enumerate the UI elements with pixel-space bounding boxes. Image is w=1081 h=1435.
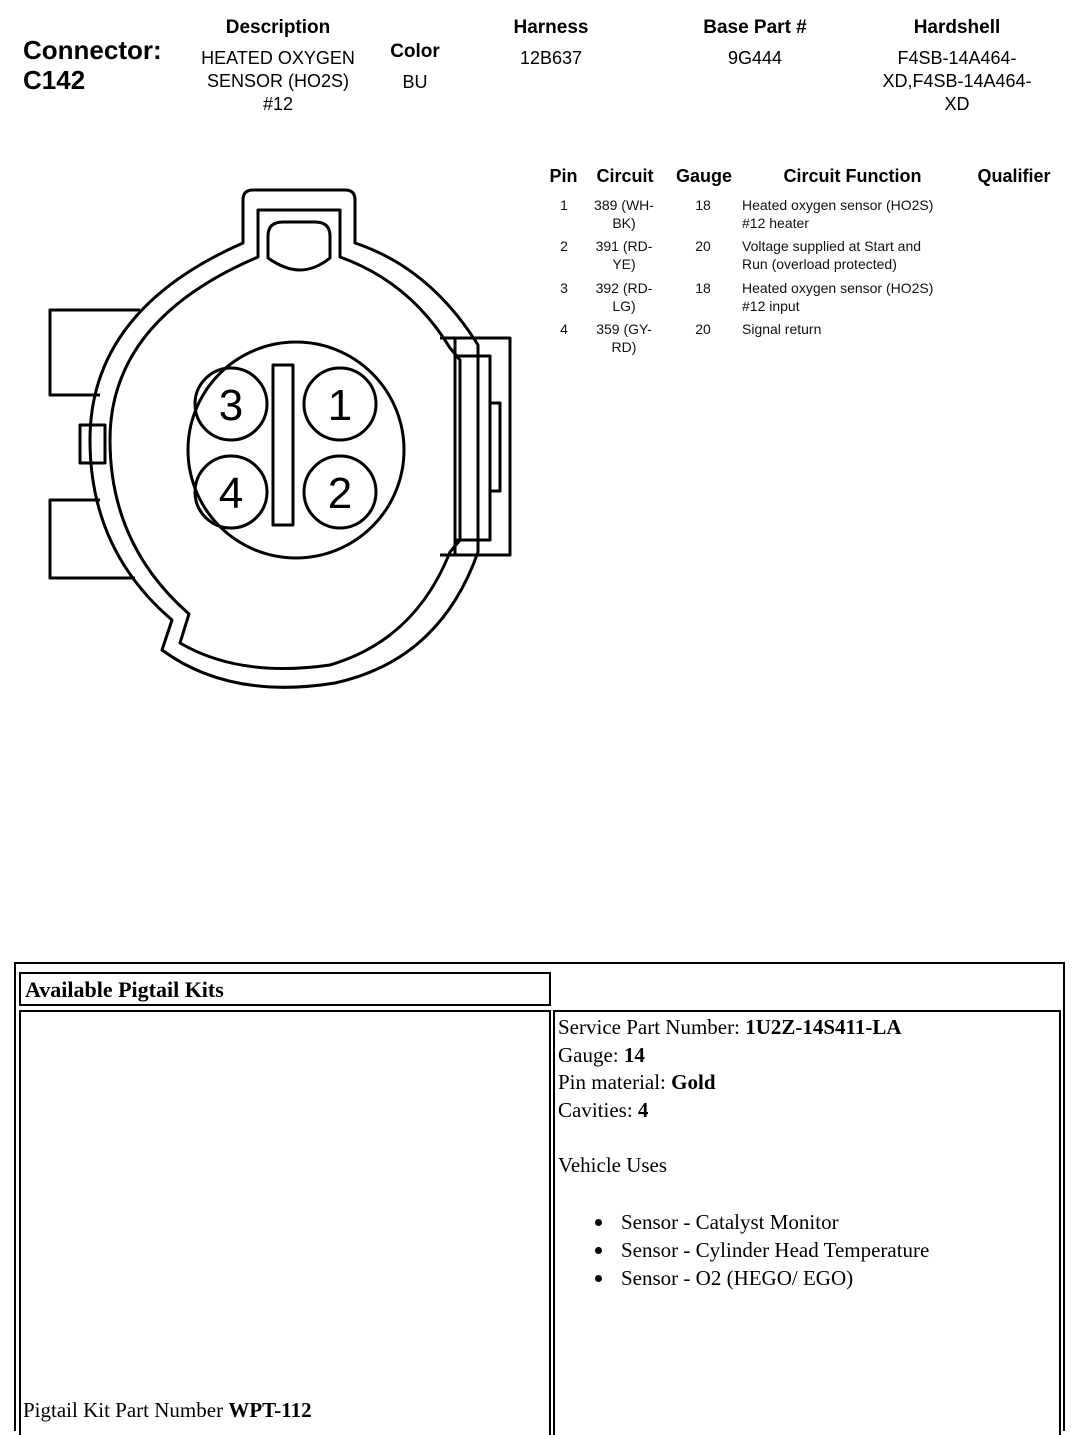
pigtail-details [558, 1014, 929, 1292]
key-notch [268, 222, 330, 270]
description-line-3: #12 [262, 94, 294, 114]
base-part-label: Base Part # [703, 17, 807, 38]
circuit-col-header: Circuit [596, 166, 654, 186]
qualifier-col-header: Qualifier [977, 166, 1051, 186]
gauge-col-header: Gauge [675, 166, 732, 186]
pin-table [540, 166, 1075, 366]
function-cell [742, 196, 972, 232]
pin-label-3: 3 [218, 381, 244, 430]
gauge-cell: 18 [695, 197, 711, 213]
pin-cell: 2 [560, 238, 568, 254]
list-item: Sensor - Cylinder Head Temperature [595, 1236, 929, 1264]
connector-id: C142 [23, 65, 86, 95]
hardshell-value [857, 47, 1057, 116]
hardshell-line-1: F4SB-14A464- [897, 48, 1017, 68]
pigtail-title: Available Pigtail Kits [25, 977, 224, 1002]
harness-label: Harness [513, 17, 589, 38]
circuit-line: LG) [612, 298, 636, 314]
function-line: Signal return [742, 321, 822, 337]
description-line-2: SENSOR (HO2S) [206, 71, 350, 91]
left-tab-lower [50, 500, 135, 578]
function-line: Voltage supplied at Start and [742, 238, 922, 254]
service-part-row [558, 1014, 929, 1042]
function-col-header: Circuit Function [783, 166, 922, 186]
left-latch [80, 425, 105, 463]
pigtail-kit-part-number [23, 1397, 312, 1424]
center-divider [273, 365, 293, 525]
gauge-label: Gauge: [558, 1042, 619, 1067]
pin-cell: 3 [560, 280, 568, 296]
gauge-value: 14 [623, 1042, 645, 1067]
harness-value: 12B637 [519, 48, 583, 68]
circuit-line: 391 (RD- [595, 238, 653, 254]
pin-cell: 1 [560, 197, 568, 213]
base-part-value: 9G444 [727, 48, 783, 68]
function-line: Run (overload protected) [742, 256, 897, 272]
pin-col-header: Pin [549, 166, 578, 186]
gauge-cell: 20 [695, 238, 711, 254]
circuit-line: BK) [612, 215, 636, 231]
pin-label-2: 2 [327, 469, 353, 518]
list-item: Sensor - Catalyst Monitor [595, 1208, 929, 1236]
circuit-line: 359 (GY- [596, 321, 652, 337]
left-tab-upper [50, 310, 140, 395]
connector-face-diagram [0, 150, 540, 710]
list-item: Sensor - O2 (HEGO/ EGO) [595, 1264, 929, 1292]
vehicle-uses-label: Vehicle Uses [558, 1153, 668, 1177]
service-part-value: 1U2Z-14S411-LA [745, 1015, 902, 1039]
circuit-cell [586, 320, 662, 356]
circuit-line: 389 (WH- [594, 197, 654, 213]
hardshell-label: Hardshell [913, 17, 1001, 38]
connector-title [23, 35, 162, 95]
gauge-cell: 18 [695, 280, 711, 296]
function-cell [742, 237, 972, 273]
hardshell-line-3: XD [944, 94, 970, 114]
function-line: Heated oxygen sensor (HO2S) [742, 197, 934, 213]
hardshell-line-2: XD,F4SB-14A464- [882, 71, 1032, 91]
connector-inner-outline [110, 210, 460, 669]
gauge-row [558, 1042, 929, 1070]
kit-part-label: Pigtail Kit Part Number [23, 1398, 224, 1422]
pigtail-details-cell [553, 1010, 1061, 1435]
circuit-cell [586, 237, 662, 273]
pin-material-value: Gold [671, 1070, 716, 1094]
connector-label: Connector: [23, 35, 162, 65]
service-part-label: Service Part Number: [558, 1015, 740, 1039]
cavities-value: 4 [637, 1097, 649, 1122]
pin-cell: 4 [560, 321, 568, 337]
pigtail-title-box [19, 972, 551, 1006]
circuit-line: YE) [612, 256, 636, 272]
color-label: Color [390, 41, 440, 62]
circuit-cell [586, 279, 662, 315]
function-cell [742, 320, 972, 338]
right-latch-button [490, 403, 500, 491]
circuit-cell [586, 196, 662, 232]
cavities-label: Cavities: [558, 1097, 633, 1122]
function-line: Heated oxygen sensor (HO2S) [742, 280, 934, 296]
function-line: #12 heater [742, 215, 809, 231]
circuit-line: RD) [611, 339, 637, 355]
description-label: Description [225, 17, 331, 38]
description-value [178, 47, 378, 116]
vehicle-uses-list [595, 1208, 929, 1292]
connector-outer-outline [90, 190, 478, 687]
pin-label-1: 1 [327, 381, 353, 430]
cavities-row [558, 1097, 929, 1125]
color-value: BU [402, 72, 428, 92]
pin-label-4: 4 [218, 469, 244, 518]
function-cell [742, 279, 972, 315]
circuit-line: 392 (RD- [595, 280, 653, 296]
gauge-cell: 20 [695, 321, 711, 337]
pin-material-label: Pin material: [558, 1070, 666, 1094]
pigtail-image-cell [19, 1010, 551, 1435]
pin-material-row [558, 1069, 929, 1097]
kit-part-value: WPT-112 [228, 1398, 312, 1422]
function-line: #12 input [742, 298, 800, 314]
description-line-1: HEATED OXYGEN [201, 48, 355, 68]
